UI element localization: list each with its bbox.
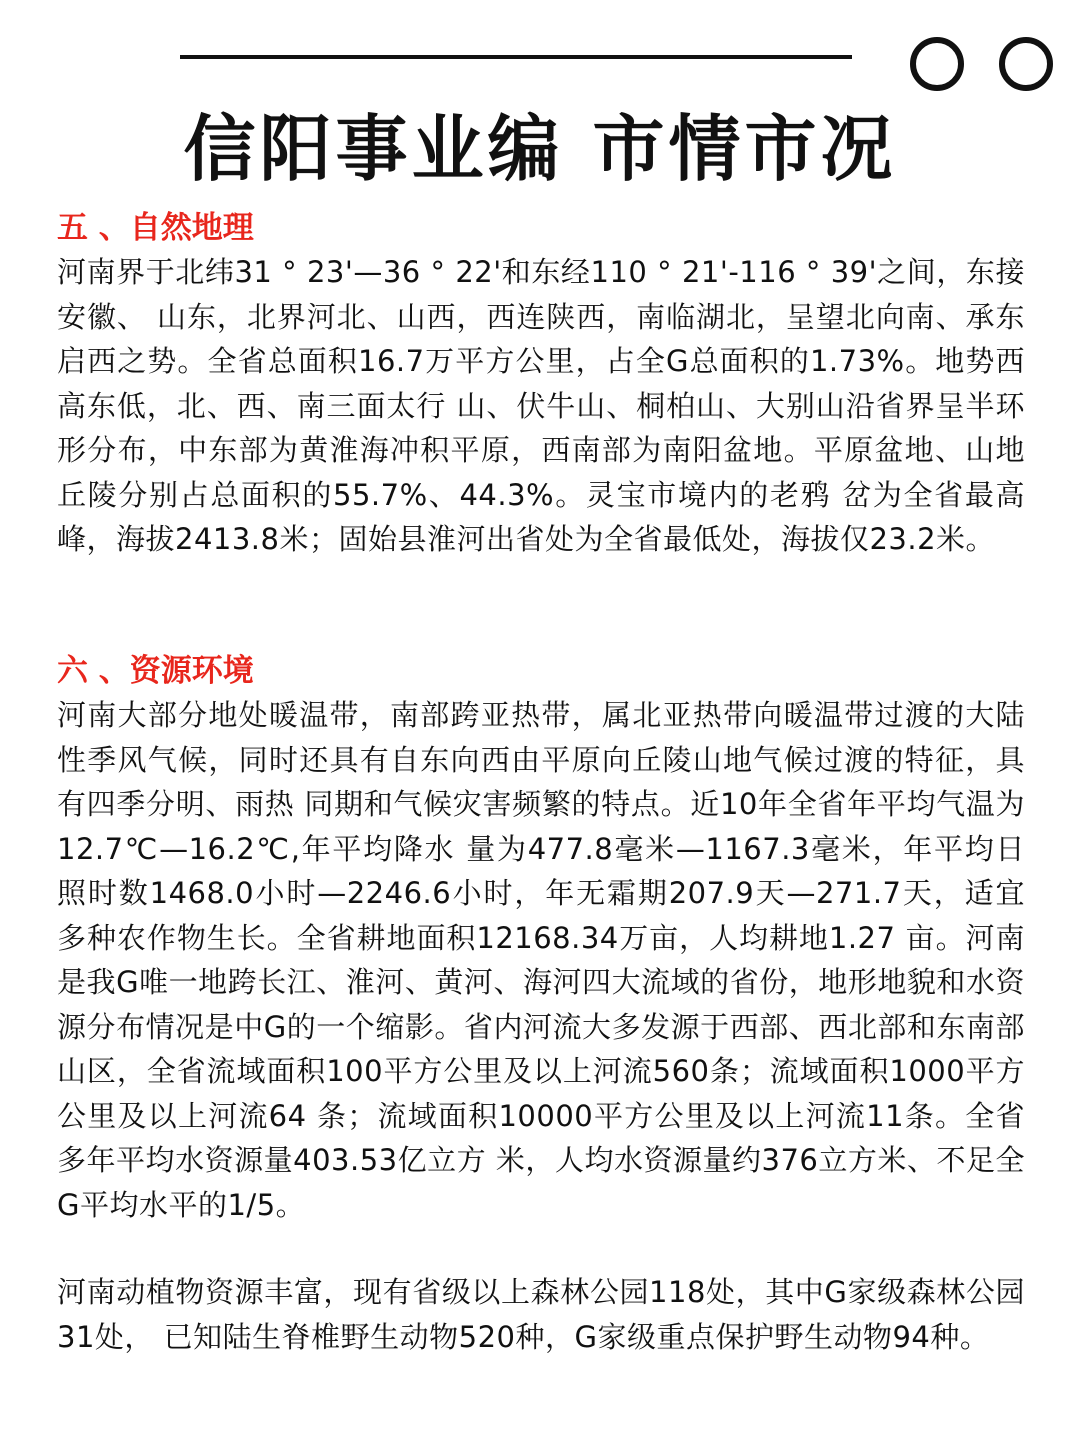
section-heading-natural-geography: 五 、自然地理 [57,210,254,246]
top-decorative-rule [180,55,852,59]
circle-icon [910,37,964,91]
paragraph-natural-geography: 河南界于北纬31 ° 23'—36 ° 22'和东经110 ° 21'-116 ° 39'之间，东接安徽、 山东，北界河北、山西，西连陕西，南临湖北，呈望北向南、承东启西之势。全省总面积16.7万平方公里，占全G总面积的1.73%。地势西高东低，北、西、南三面太行 山、伏牛山、桐柏山、大别山沿省界呈半环形分布，中东部为黄淮海冲积平原，西南部为南阳盆地。平原盆地、山地丘陵分别占总面积的55.7%、44.3%。灵宝市境内的老鸦 岔为全省最高峰，海拔2413.8米；固始县淮河出省处为全省最低处，海拔仅23.2米。 [57,255,1025,556]
circle-icon [999,37,1053,91]
paragraph-flora-fauna: 河南动植物资源丰富，现有省级以上森林公园118处，其中G家级森林公园31处， 已知陆生脊椎野生动物520种，G家级重点保护野生动物94种。 [57,1275,1025,1354]
paragraph-resources-environment: 河南大部分地处暖温带，南部跨亚热带，属北亚热带向暖温带过渡的大陆性季风气候，同时还具有自东向西由平原向丘陵山地气候过渡的特征，具有四季分明、雨热 同期和气候灾害频繁的特点。近10年全省年平均气温为12.7℃—16.2℃,年平均降水 量为477.8毫米—1167.3毫米，年平均日照时数1468.0小时—2246.6小时，年无霜期207.9天—271.7天，适宜多种农作物生长。全省耕地面积12168.34万亩，人均耕地1.27 亩。河南是我G唯一地跨长江、淮河、黄河、海河四大流域的省份，地形地貌和水资 源分布情况是中G的一个缩影。省内河流大多发源于西部、西北部和东南部山区，全省流域面积100平方公里及以上河流560条；流域面积1000平方公里及以上河流64 条；流域面积10000平方公里及以上河流11条。全省多年平均水资源量403.53亿立方 米，人均水资源量约376立方米、不足全G平均水平的1/5。 [57,698,1025,1222]
section-heading-resources-environment: 六 、资源环境 [57,653,254,689]
page-title: 信阳事业编 市情市况 [183,107,897,191]
